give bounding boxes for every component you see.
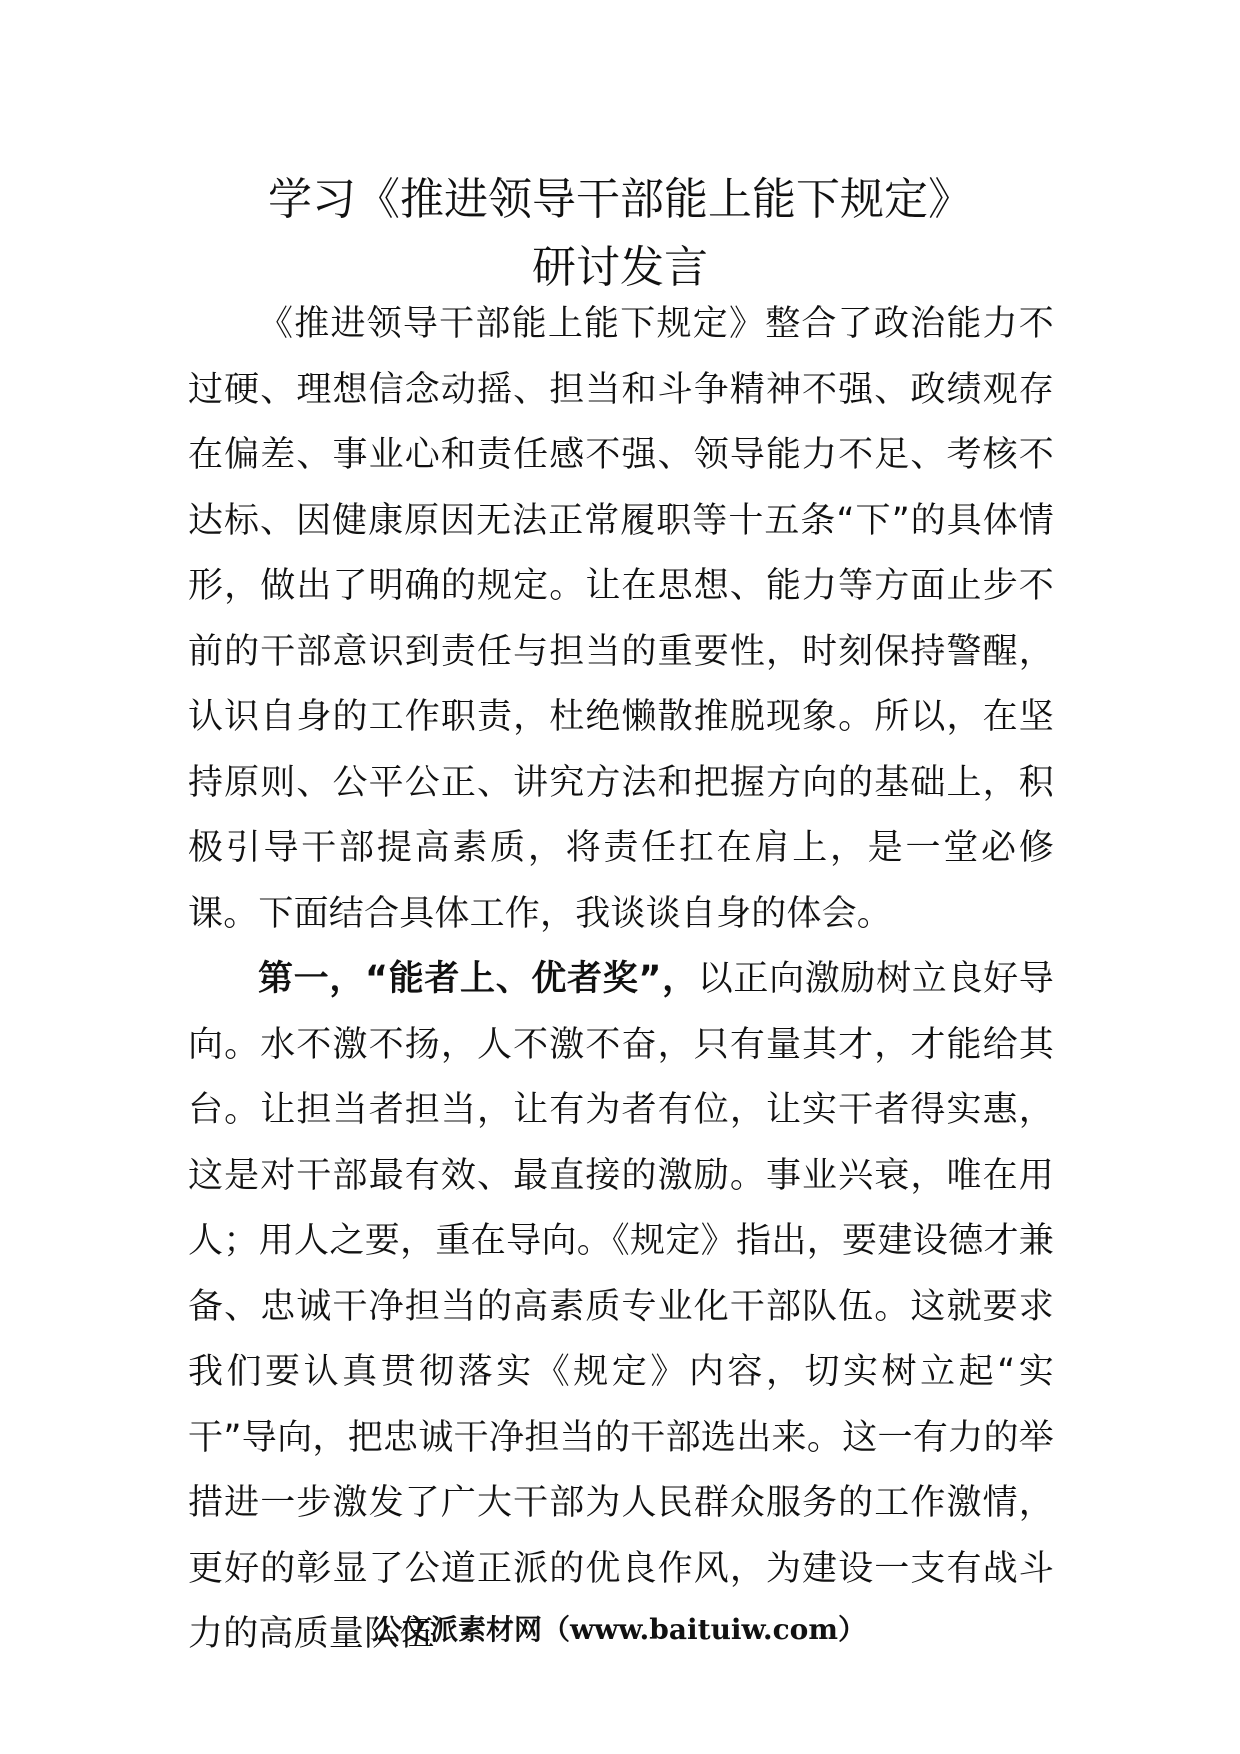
paragraph-intro (188, 292, 1054, 947)
paragraph-text: 以正向激励树立良好导向。水不激不扬，人不激不奋，只有量其才，才能给其台。让担当者担当，让有为者有位，让实干者得实惠，这是对干部最有效、最直接的激励。事业兴衰，唯在用人；用人之要，重在导向。《规定》指出，要建设德才兼备、忠诚干净担当的高素质专业化干部队伍。这就要求我们要认真贯彻落实《规定》内容，切实树立起“实干”导向，把忠诚干净担当的干部选出来。这一有力的举措进一步激发了广大干部为人民群众服务的工作激情，更好的彰显了公道正派的优良作风，为建设一支有战斗力的高质量队伍 (188, 959, 1054, 1654)
document-title-line1: 学习《推进领导干部能上能下规定》 (268, 174, 972, 225)
paragraph-text: 《推进领导干部能上能下规定》整合了政治能力不过硬、理想信念动摇、担当和斗争精神不强、政绩观存在偏差、事业心和责任感不强、领导能力不足、考核不达标、因健康原因无法正常履职等十五条“下”的具体情形，做出了明确的规定。让在思想、能力等方面止步不前的干部意识到责任与担当的重要性，时刻保持警醒，认识自身的工作职责，杜绝懒散推脱现象。所以，在坚持原则、公平公正、讲究方法和把握方向的基础上，积极引导干部提高素质，将责任扛在肩上，是一堂必修课。下面结合具体工作，我谈谈自身的体会。 (188, 304, 1054, 934)
footer-watermark: 公文派素材网（www.baituiw.com） (374, 1613, 866, 1646)
paragraph-first-point (188, 947, 1054, 1668)
document-title-line2: 研讨发言 (532, 242, 708, 293)
paragraph-lead: 第一，“能者上、优者奖”， (258, 959, 698, 999)
document-body (188, 292, 1054, 1668)
